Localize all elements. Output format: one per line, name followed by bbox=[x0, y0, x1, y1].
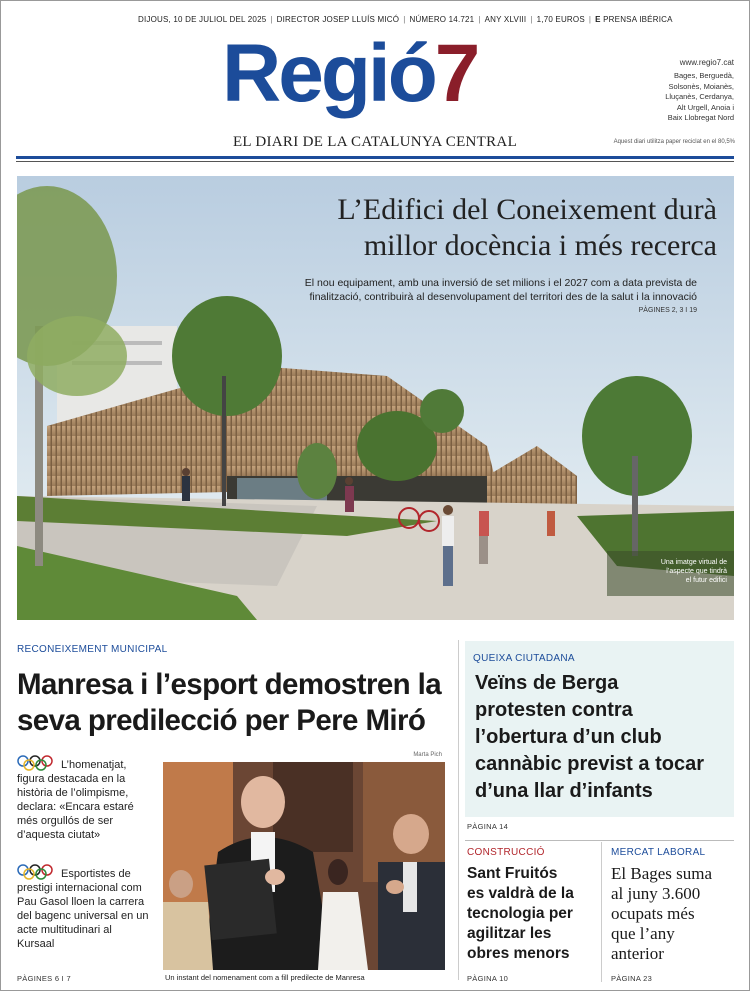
region-line: Alt Urgell, Anoia i bbox=[676, 102, 734, 112]
hero-subtitle bbox=[227, 276, 697, 304]
side-story-box[interactable] bbox=[465, 641, 734, 817]
headline-line: obres menors bbox=[467, 945, 570, 962]
hero-headline[interactable] bbox=[217, 192, 717, 264]
region-line: Bages, Berguedà, bbox=[673, 71, 734, 80]
headline-line: cannàbic previst a tocar bbox=[475, 753, 704, 775]
hero-page-reference[interactable]: PÀGINES 2, 3 I 19 bbox=[638, 307, 697, 314]
headline-line: l’obertura d’un club bbox=[475, 726, 662, 748]
headline-line: protesten contra bbox=[475, 699, 633, 721]
main-story-headline[interactable] bbox=[17, 667, 457, 739]
story-bullet bbox=[17, 864, 152, 951]
issue-year: ANY XLVIII bbox=[484, 15, 527, 24]
website-link[interactable]: www.regio7.cat bbox=[679, 58, 734, 67]
main-story-photo[interactable] bbox=[163, 762, 445, 970]
caption-line: Una imatge virtual de bbox=[660, 559, 727, 566]
headline-line: al juny 3.600 bbox=[611, 884, 701, 903]
headline-line: agilitzar les bbox=[467, 925, 552, 942]
side-story-headline bbox=[475, 670, 730, 805]
region-line: Solsonès, Moianès, bbox=[668, 81, 734, 91]
hero-photo-caption bbox=[615, 558, 727, 585]
headline-line: ocupats més bbox=[611, 904, 695, 923]
headline-line: d’una llar d’infants bbox=[475, 780, 653, 802]
main-photo-caption: Un instant del nomenament com a fill predilecte de Manresa bbox=[165, 973, 365, 982]
hero-headline-line: millor docència i més recerca bbox=[363, 229, 717, 262]
side-story-kicker: QUEIXA CIUTADANA bbox=[473, 653, 575, 664]
masthead-tagline: EL DIARI DE LA CATALUNYA CENTRAL bbox=[232, 134, 518, 150]
main-story-page-reference[interactable]: PÀGINES 6 I 7 bbox=[17, 974, 71, 983]
headline-line: El Bages suma bbox=[611, 864, 713, 883]
bullet-text: L’homenatjat, figura destacada en la història de l’olimpisme, declara: «Encara estaré més orgullós de ser d’aquesta ciutat» bbox=[17, 759, 134, 841]
masthead-info-line: DIJOUS, 10 DE JULIOL DEL 2025 | DIRECTOR JOSEP LLUÍS MICÓ | NÚMERO 14.721 | ANY XLVIII | 1,70 EUROS | E PRENSA IBÉRICA bbox=[138, 15, 673, 24]
story-bullet bbox=[17, 755, 152, 842]
director-name: JOSEP LLUÍS MICÓ bbox=[322, 15, 400, 24]
issue-number: NÚMERO 14.721 bbox=[409, 15, 475, 24]
coverage-regions bbox=[630, 71, 734, 124]
headline-line: Manresa i l’esport demostren la bbox=[17, 668, 442, 701]
masthead-divider bbox=[16, 156, 734, 159]
brief1-kicker: CONSTRUCCIÓ bbox=[467, 847, 545, 858]
photo-credit: Marta Pich bbox=[413, 752, 442, 758]
hero-headline-line: L’Edifici del Coneixement durà bbox=[337, 193, 717, 226]
headline-line: tecnologia per bbox=[467, 905, 573, 922]
brief2-kicker: MERCAT LABORAL bbox=[611, 847, 706, 858]
group-icon: E bbox=[595, 15, 601, 24]
headline-line: anterior bbox=[611, 944, 664, 963]
hero-story[interactable] bbox=[17, 176, 734, 620]
caption-line: el futur edifici bbox=[685, 577, 727, 584]
headline-line: es valdrà de la bbox=[467, 885, 574, 902]
region-line: Baix Llobregat Nord bbox=[667, 113, 734, 122]
side-story-page-reference[interactable]: PÀGINA 14 bbox=[467, 822, 509, 831]
logo-number: 7 bbox=[434, 28, 478, 119]
publisher-group: PRENSA IBÉRICA bbox=[603, 15, 673, 24]
hero-subtitle-line: El nou equipament, amb una inversió de set milions i el 2027 com a data prevista de bbox=[304, 277, 697, 289]
caption-line: l’aspecte que tindrà bbox=[666, 568, 727, 575]
recycled-paper-note: Aquest diari utilitza paper reciclat en el 80,5% bbox=[613, 139, 735, 145]
hero-subtitle-line: finalització, contribuirà al desenvolupament del territori des de la salut i la innovació bbox=[309, 291, 697, 303]
column-divider bbox=[458, 640, 459, 980]
issue-date: DIJOUS, 10 DE JULIOL DEL 2025 bbox=[138, 15, 267, 24]
headline-line: Sant Fruitós bbox=[467, 865, 558, 882]
brief2-page-reference[interactable]: PÀGINA 23 bbox=[611, 974, 653, 983]
column-divider bbox=[601, 842, 602, 982]
brief1-headline[interactable] bbox=[467, 864, 597, 964]
issue-price: 1,70 EUROS bbox=[536, 15, 585, 24]
headline-line: seva predilecció per Pere Miró bbox=[17, 704, 426, 737]
newspaper-logo[interactable] bbox=[222, 20, 477, 128]
section-divider bbox=[465, 840, 734, 841]
main-story-kicker: RECONEIXEMENT MUNICIPAL bbox=[17, 644, 168, 655]
olympic-rings-icon bbox=[17, 755, 55, 771]
director-label: DIRECTOR bbox=[276, 15, 320, 24]
headline-line: que l’any bbox=[611, 924, 675, 943]
ceremony-photo bbox=[163, 762, 445, 970]
brief1-page-reference[interactable]: PÀGINA 10 bbox=[467, 974, 509, 983]
logo-name: Regió bbox=[222, 28, 435, 119]
bullet-text: Esportistes de prestigi internacional com Pau Gasol lloen la carrera del bagenc universal en un acte multitudinari al Kursaal bbox=[17, 868, 149, 950]
headline-line: Veïns de Berga bbox=[475, 672, 619, 694]
brief2-headline[interactable] bbox=[611, 864, 736, 964]
masthead-divider-thin bbox=[16, 161, 734, 162]
region-line: Lluçanès, Cerdanya, bbox=[665, 92, 734, 101]
olympic-rings-icon bbox=[17, 864, 55, 880]
